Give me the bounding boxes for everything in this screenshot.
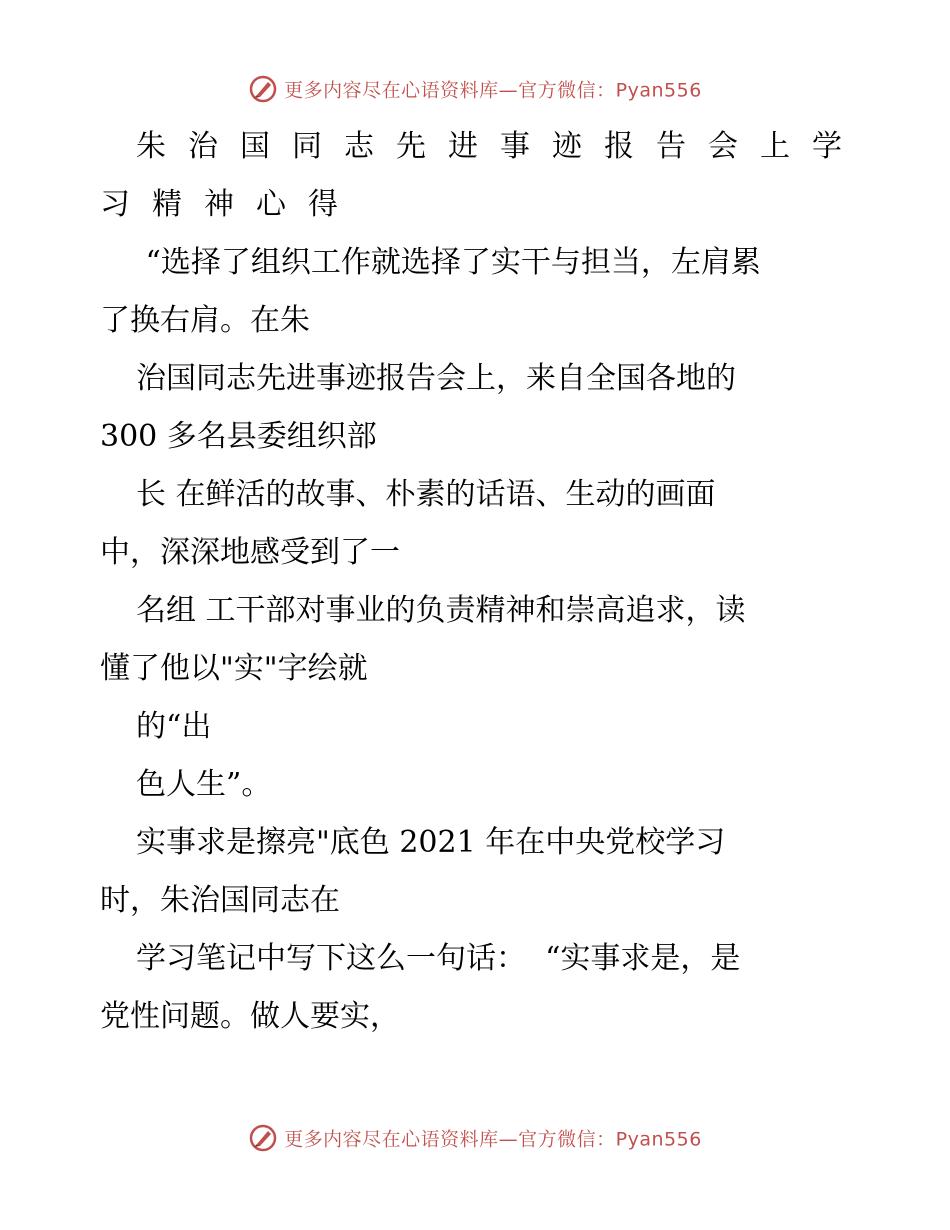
paragraph-line: 治国同志先进事迹报告会上，来自全国各地的 [136,361,736,396]
paragraph-line: 党性问题。做人要实， [100,999,400,1034]
paragraph-line: 名组 工干部对事业的负责精神和崇高追求，读 [136,593,746,628]
watermark-text: 更多内容尽在心语资料库—官方微信：Pyan556 [284,1128,702,1151]
paragraph-line: 学习笔记中写下这么一句话： “实事求是，是 [136,941,741,976]
pen-logo-icon [248,74,278,104]
paragraph-line: 300 多名县委组织部 [100,419,377,454]
paragraph-line: 了换右肩。在朱 [100,303,310,338]
paragraph-line: “选择了组织工作就选择了实干与担当，左肩累 [136,245,761,280]
doc-title-line-2: 习精神心得 [100,187,360,222]
paragraph-line: 的“出 [136,709,212,744]
paragraph-line: 色人生”。 [136,767,272,802]
paragraph-line: 长 在鲜活的故事、朴素的话语、生动的画面 [136,477,716,512]
watermark-text: 更多内容尽在心语资料库—官方微信：Pyan556 [284,79,702,102]
paragraph-line: 时，朱治国同志在 [100,883,340,918]
watermark-footer [0,1123,950,1153]
paragraph-line: 实事求是擦亮"底色 2021 年在中央党校学习 [136,825,726,860]
paragraph-line: 懂了他以"实"字绘就 [100,651,368,686]
pen-logo-icon [248,1123,278,1153]
paragraph-line: 中，深深地感受到了一 [100,535,400,570]
watermark-header [0,74,950,104]
doc-title-line-1: 朱治国同志先进事迹报告会上学 [136,129,864,164]
document-body [100,118,864,1046]
